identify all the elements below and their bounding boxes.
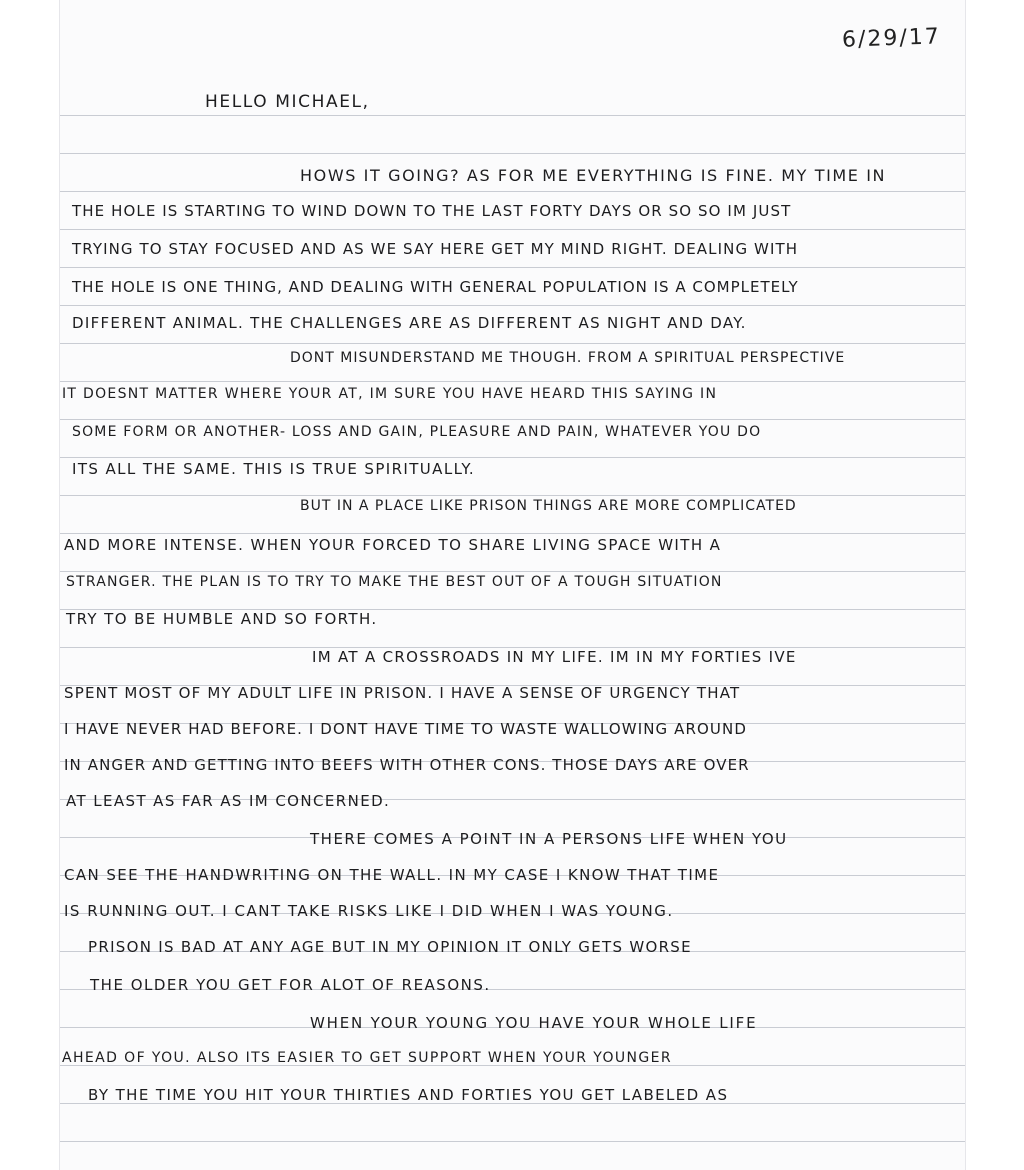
ruled-line — [60, 153, 965, 154]
letter-line: STRANGER. THE PLAN IS TO TRY TO MAKE THE BEST OUT OF A TOUGH SITUATION — [66, 574, 723, 590]
ruled-line — [60, 381, 965, 382]
letter-line: SOME FORM OR ANOTHER- LOSS AND GAIN, PLEASURE AND PAIN, WHATEVER YOU DO — [72, 424, 762, 440]
letter-line: THE HOLE IS ONE THING, AND DEALING WITH GENERAL POPULATION IS A COMPLETELY — [72, 278, 799, 296]
letter-line: AHEAD OF YOU. ALSO ITS EASIER TO GET SUPPORT WHEN YOUR YOUNGER — [62, 1050, 673, 1066]
ruled-line — [60, 267, 965, 268]
letter-line: CAN SEE THE HANDWRITING ON THE WALL. IN MY CASE I KNOW THAT TIME — [64, 866, 720, 884]
ruled-line — [60, 495, 965, 496]
letter-line: ITS ALL THE SAME. THIS IS TRUE SPIRITUALLY. — [72, 460, 476, 478]
ruled-line — [60, 1141, 965, 1142]
letter-line: DONT MISUNDERSTAND ME THOUGH. FROM A SPIRITUAL PERSPECTIVE — [290, 350, 846, 366]
ruled-line — [60, 533, 965, 534]
letter-line: IM AT A CROSSROADS IN MY LIFE. IM IN MY FORTIES IVE — [312, 648, 797, 666]
ruled-line — [60, 571, 965, 572]
letter-line: I HAVE NEVER HAD BEFORE. I DONT HAVE TIME TO WASTE WALLOWING AROUND — [64, 720, 747, 738]
letter-line: AND MORE INTENSE. WHEN YOUR FORCED TO SHARE LIVING SPACE WITH A — [64, 536, 722, 554]
letter-date: 6/29/17 — [841, 24, 942, 53]
ruled-line — [60, 305, 965, 306]
letter-line: BY THE TIME YOU HIT YOUR THIRTIES AND FORTIES YOU GET LABELED AS — [88, 1086, 729, 1104]
letter-line: DIFFERENT ANIMAL. THE CHALLENGES ARE AS DIFFERENT AS NIGHT AND DAY. — [72, 314, 747, 332]
letter-line: IN ANGER AND GETTING INTO BEEFS WITH OTHER CONS. THOSE DAYS ARE OVER — [64, 756, 750, 774]
ruled-line — [60, 191, 965, 192]
ruled-line — [60, 457, 965, 458]
ruled-line — [60, 343, 965, 344]
letter-line: AT LEAST AS FAR AS IM CONCERNED. — [66, 792, 391, 810]
salutation: HELLO MICHAEL, — [205, 92, 370, 112]
letter-line: SPENT MOST OF MY ADULT LIFE IN PRISON. I HAVE A SENSE OF URGENCY THAT — [64, 684, 741, 702]
letter-line: WHEN YOUR YOUNG YOU HAVE YOUR WHOLE LIFE — [310, 1014, 758, 1032]
letter-line: IS RUNNING OUT. I CANT TAKE RISKS LIKE I DID WHEN I WAS YOUNG. — [64, 902, 674, 920]
letter-line: THERE COMES A POINT IN A PERSONS LIFE WHEN YOU — [310, 830, 788, 848]
letter-line: THE HOLE IS STARTING TO WIND DOWN TO THE LAST FORTY DAYS OR SO SO IM JUST — [72, 202, 792, 220]
letter-line: IT DOESNT MATTER WHERE YOUR AT, IM SURE YOU HAVE HEARD THIS SAYING IN — [62, 386, 718, 402]
letter-line: BUT IN A PLACE LIKE PRISON THINGS ARE MORE COMPLICATED — [300, 498, 797, 514]
ruled-line — [60, 419, 965, 420]
letter-line: THE OLDER YOU GET FOR ALOT OF REASONS. — [90, 976, 491, 994]
ruled-line — [60, 229, 965, 230]
letter-line: PRISON IS BAD AT ANY AGE BUT IN MY OPINION IT ONLY GETS WORSE — [88, 938, 692, 956]
ruled-line — [60, 115, 965, 116]
letter-line: TRY TO BE HUMBLE AND SO FORTH. — [66, 610, 378, 628]
letter-line: TRYING TO STAY FOCUSED AND AS WE SAY HERE GET MY MIND RIGHT. DEALING WITH — [72, 240, 799, 258]
letter-line: HOWS IT GOING? AS FOR ME EVERYTHING IS FINE. MY TIME IN — [300, 166, 887, 185]
